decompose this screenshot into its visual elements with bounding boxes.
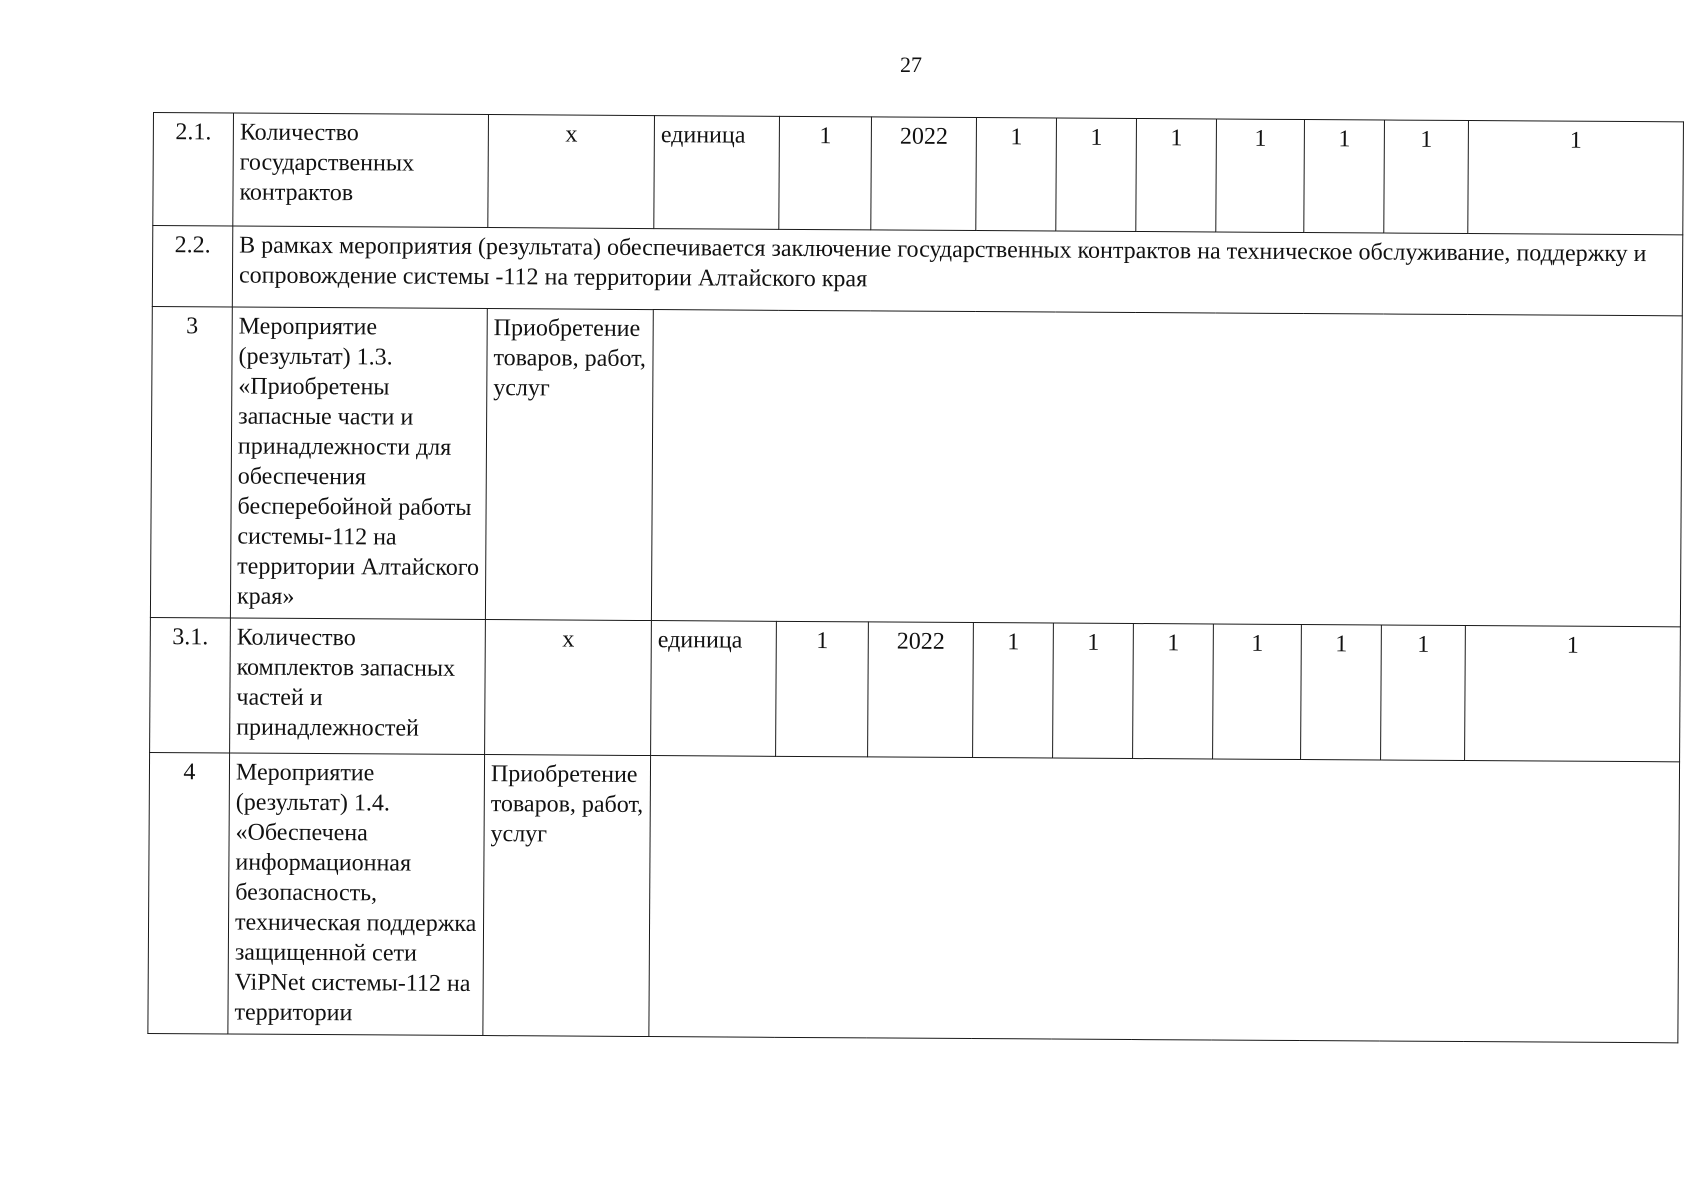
page-number: 27 xyxy=(900,52,922,77)
empty-merged-cell xyxy=(651,310,1682,627)
year-value-cell: 1 xyxy=(1301,625,1382,760)
year-value-cell: 1 xyxy=(1465,626,1681,762)
activity-name: Мероприятие (результат) 1.4. «Обеспечена информационная безопасность, техническая поддержка защищенной сети ViPNet системы-112 на территории xyxy=(228,753,485,1036)
table-row xyxy=(152,226,1682,316)
year-value-cell: 1 xyxy=(1384,120,1469,234)
indicator-name: Количество комплектов запасных частей и принадлежностей xyxy=(230,618,486,755)
indicator-name: Количество государственных контрактов xyxy=(233,113,489,228)
indicator-type: х xyxy=(488,115,655,229)
year-value-cell: 1 xyxy=(1216,119,1305,233)
year-value-cell: 1 xyxy=(1136,119,1217,232)
unit-cell: единица xyxy=(654,116,780,230)
base-value-cell: 1 xyxy=(779,116,872,230)
year-value-cell: 1 xyxy=(1468,121,1684,235)
activity-type: Приобретение товаров, работ, услуг xyxy=(483,755,651,1037)
row-description: В рамках мероприятия (результата) обеспечивается заключение государственных контрактов на техническое обслуживание, поддержку и сопровождение системы -112 на территории Алтайского края xyxy=(232,226,1682,316)
year-value-cell: 1 xyxy=(1133,623,1214,758)
indicator-type: х xyxy=(485,620,652,756)
activity-name: Мероприятие (результат) 1.3. «Приобретены запасные части и принадлежности для обеспечения бесперебойной работы системы-112 на территории Алтайского края» xyxy=(230,307,487,620)
table-row xyxy=(148,752,1680,1042)
empty-merged-cell xyxy=(649,756,1680,1043)
base-year-cell: 2022 xyxy=(868,622,974,758)
row-number: 4 xyxy=(148,752,230,1033)
row-number: 3.1. xyxy=(150,617,231,752)
year-value-cell: 1 xyxy=(1213,624,1302,760)
table-row xyxy=(150,306,1682,626)
row-number: 2.2. xyxy=(152,226,232,307)
year-value-cell: 1 xyxy=(1381,625,1466,761)
base-value-cell: 1 xyxy=(776,621,869,757)
year-value-cell: 1 xyxy=(976,118,1057,231)
base-year-cell: 2022 xyxy=(871,117,977,231)
year-value-cell: 1 xyxy=(1053,623,1134,758)
document-sheet xyxy=(147,112,1684,1043)
activity-type: Приобретение товаров, работ, услуг xyxy=(485,309,653,621)
year-value-cell: 1 xyxy=(973,623,1054,758)
table-row xyxy=(153,113,1684,235)
row-number: 2.1. xyxy=(153,113,234,226)
indicators-table xyxy=(147,112,1684,1043)
table-row xyxy=(150,617,1681,761)
year-value-cell: 1 xyxy=(1304,120,1385,233)
unit-cell: единица xyxy=(651,621,777,757)
row-number: 3 xyxy=(150,306,232,617)
year-value-cell: 1 xyxy=(1056,118,1137,231)
